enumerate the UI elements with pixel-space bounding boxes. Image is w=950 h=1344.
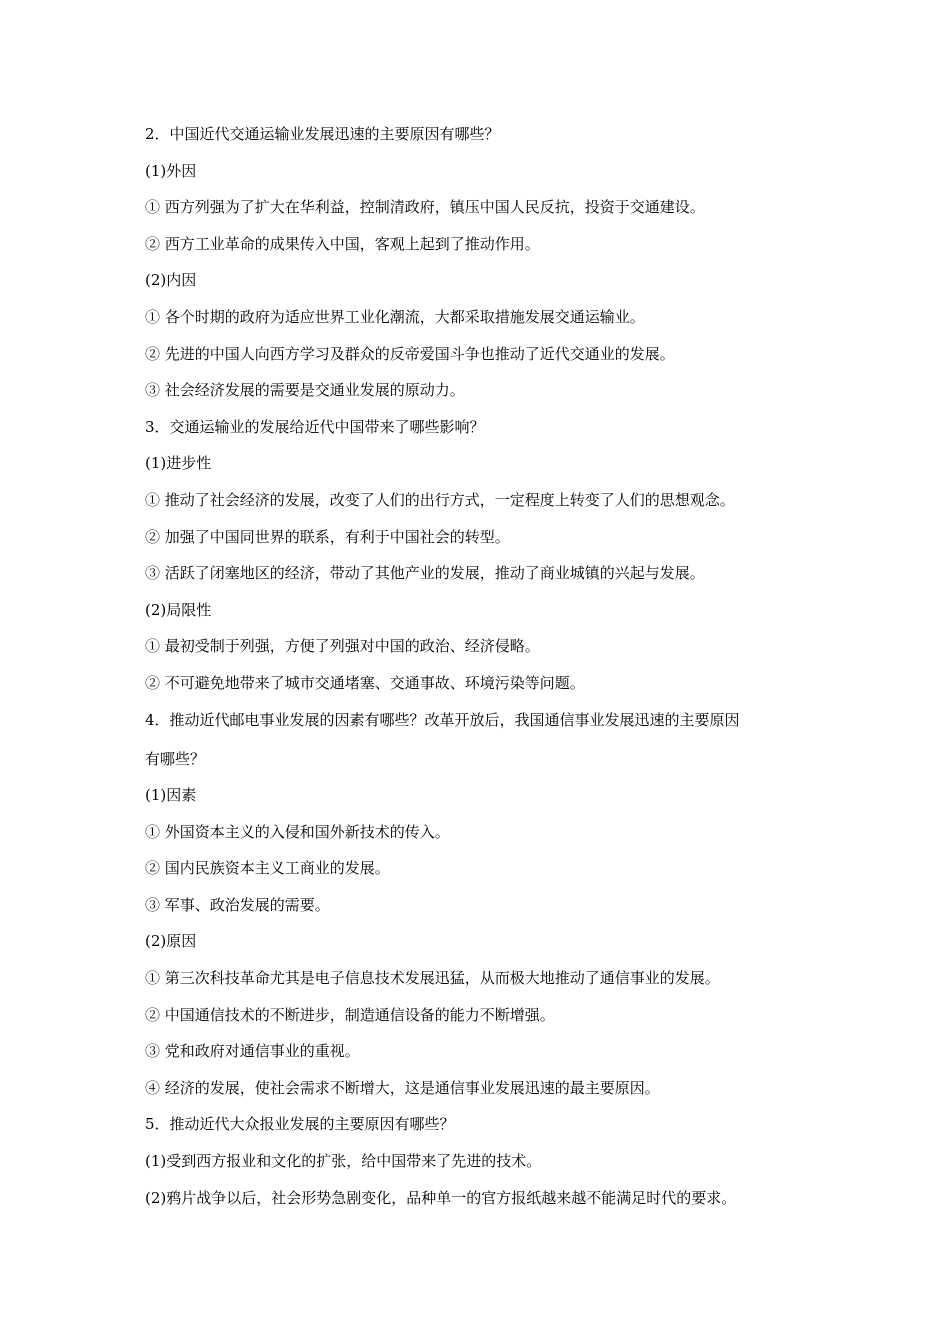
- list-item: ② 西方工业革命的成果传入中国，客观上起到了推动作用。: [145, 234, 540, 253]
- list-item: ② 不可避免地带来了城市交通堵塞、交通事故、环境污染等问题。: [145, 673, 585, 692]
- question-4-heading: 4．推动近代邮电事业发展的因素有哪些？改革开放后，我国通信事业发展迅速的主要原因: [145, 710, 740, 729]
- list-item: ③ 军事、政治发展的需要。: [145, 895, 330, 914]
- list-item: ③ 社会经济发展的需要是交通业发展的原动力。: [145, 381, 465, 400]
- list-item: ③ 党和政府对通信事业的重视。: [145, 1042, 360, 1061]
- section-heading-internal-causes: (2)内因: [145, 271, 197, 290]
- section-heading-progressiveness: (1)进步性: [145, 454, 212, 473]
- question-3-heading: 3．交通运输业的发展给近代中国带来了哪些影响？: [145, 417, 485, 436]
- question-4-heading-continued: 有哪些？: [145, 749, 206, 768]
- question-2-heading: 2．中国近代交通运输业发展迅速的主要原因有哪些？: [145, 125, 500, 143]
- section-heading-factors: (1)因素: [145, 786, 197, 805]
- list-item: ② 加强了中国同世界的联系，有利于中国社会的转型。: [145, 527, 510, 546]
- section-heading-reasons: (2)原因: [145, 932, 197, 951]
- list-item: ① 外国资本主义的入侵和国外新技术的传入。: [145, 822, 450, 841]
- section-heading-limitations: (2)局限性: [145, 600, 212, 619]
- list-item: (1)受到西方报业和文化的扩张，给中国带来了先进的技术。: [145, 1152, 542, 1171]
- list-item: ① 各个时期的政府为适应世界工业化潮流，大都采取措施发展交通运输业。: [145, 307, 645, 326]
- list-item: ② 先进的中国人向西方学习及群众的反帝爱国斗争也推动了近代交通业的发展。: [145, 344, 675, 363]
- section-heading-external-causes: (1)外因: [145, 161, 197, 180]
- list-item: ① 西方列强为了扩大在华利益，控制清政府，镇压中国人民反抗，投资于交通建设。: [145, 198, 705, 217]
- list-item: ① 第三次科技革命尤其是电子信息技术发展迅猛，从而极大地推动了通信事业的发展。: [145, 969, 720, 988]
- list-item: ④ 经济的发展，使社会需求不断增大，这是通信事业发展迅速的最主要原因。: [145, 1078, 660, 1097]
- list-item: ① 最初受制于列强，方便了列强对中国的政治、经济侵略。: [145, 637, 540, 656]
- question-5-heading: 5．推动近代大众报业发展的主要原因有哪些？: [145, 1115, 455, 1134]
- list-item: ① 推动了社会经济的发展，改变了人们的出行方式，一定程度上转变了人们的思想观念。: [145, 490, 735, 509]
- document-body: [145, 124, 825, 1224]
- list-item: ② 国内民族资本主义工商业的发展。: [145, 859, 390, 878]
- list-item: ③ 活跃了闭塞地区的经济，带动了其他产业的发展，推动了商业城镇的兴起与发展。: [145, 564, 705, 583]
- list-item: (2)鸦片战争以后，社会形势急剧变化，品种单一的官方报纸越来越不能满足时代的要求。: [145, 1188, 737, 1207]
- list-item: ② 中国通信技术的不断进步，制造通信设备的能力不断增强。: [145, 1005, 555, 1024]
